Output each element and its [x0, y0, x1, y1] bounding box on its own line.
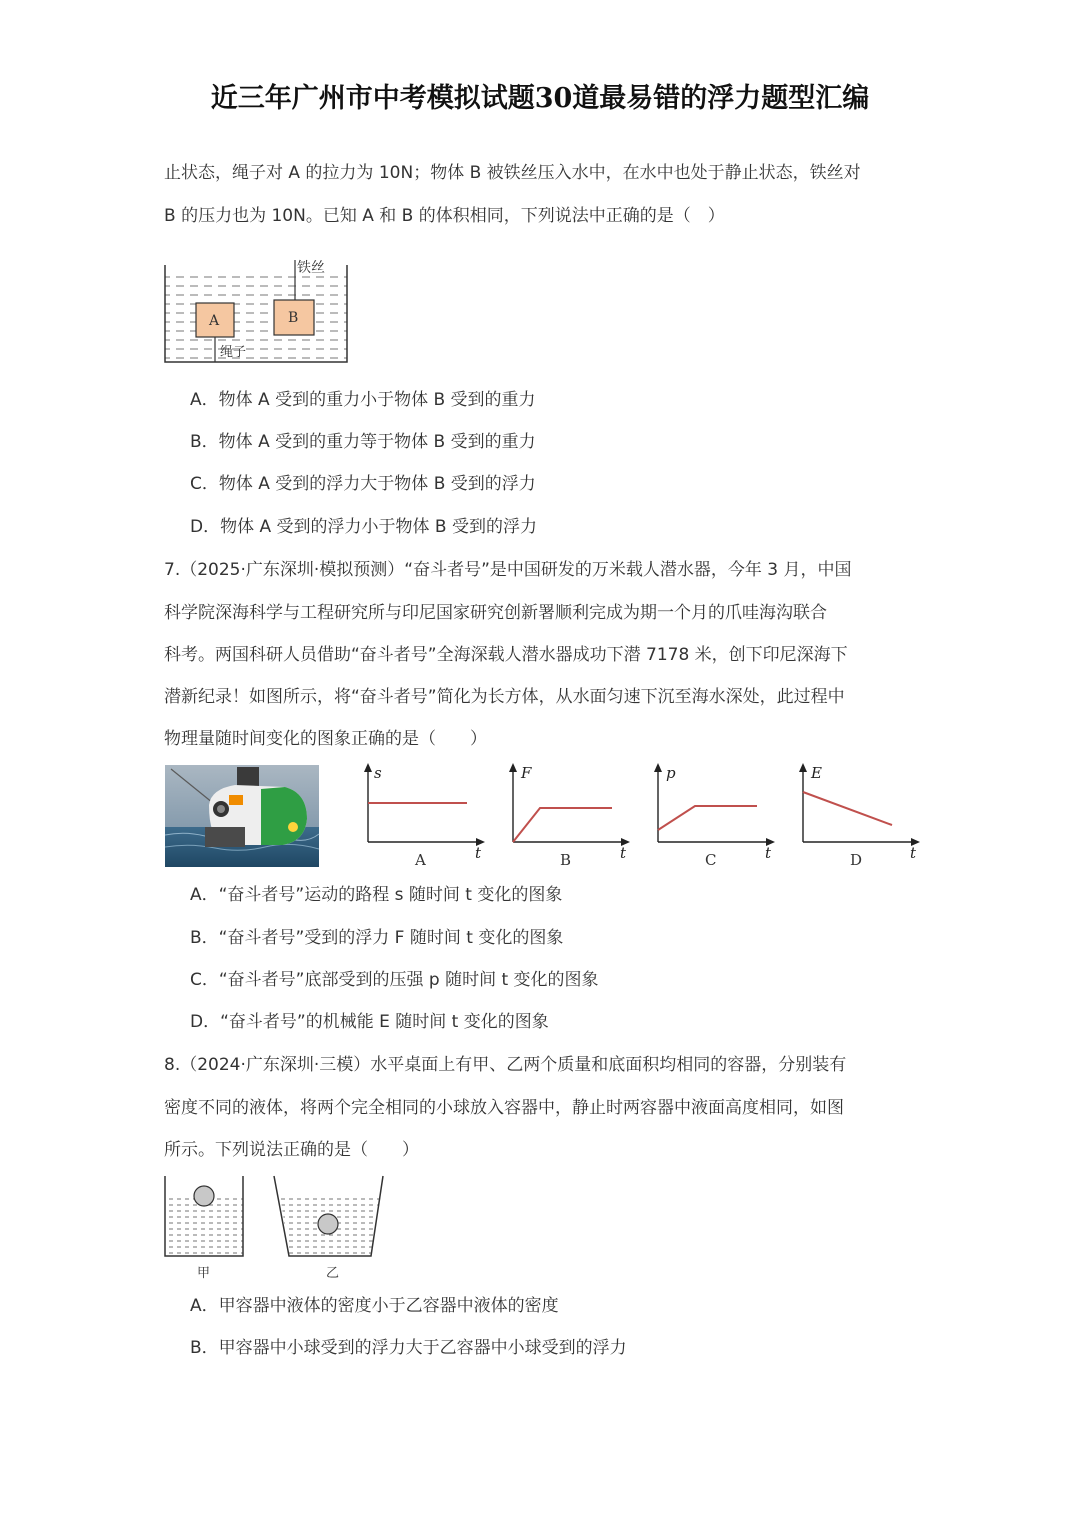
graph-c-line — [658, 806, 757, 830]
submersible-photo — [165, 765, 319, 867]
q7-graph-d — [790, 762, 925, 872]
graph-b-caption: B — [560, 851, 572, 869]
graph-d-caption: D — [850, 851, 863, 869]
q6-option-b: B．物体 A 受到的重力等于物体 B 受到的重力 — [190, 432, 536, 452]
page-title: 近三年广州市中考模拟试题30道最易错的浮力题型汇编 — [210, 83, 870, 114]
q6-text-line: 止状态，绳子对 A 的拉力为 10N；物体 B 被铁丝压入水中，在水中也处于静止状态，铁丝对 — [164, 163, 861, 183]
graph-d-ylabel: E — [811, 764, 822, 782]
q6-option-c: C．物体 A 受到的浮力大于物体 B 受到的浮力 — [190, 474, 536, 494]
q6-text-line: B 的压力也为 10N。已知 A 和 B 的体积相同，下列说法中正确的是（ ） — [164, 206, 725, 226]
graph-b-xlabel: t — [620, 844, 627, 862]
q8-containers-figure — [160, 1172, 390, 1262]
graph-c-ylabel: p — [666, 764, 676, 782]
q7-text-line: 潜新纪录！如图所示，将“奋斗者号”简化为长方体，从水面匀速下沉至海水深处，此过程中 — [164, 687, 845, 707]
graph-d-xlabel: t — [910, 844, 917, 862]
ball-left — [194, 1186, 214, 1206]
q8-text-line: 所示。下列说法正确的是（ ） — [164, 1140, 419, 1160]
graph-b-line — [513, 808, 612, 842]
q7-graph-b — [500, 762, 635, 872]
graph-d-line — [803, 792, 892, 825]
q6-tank-figure — [160, 255, 355, 370]
q7-text-line: 7.（2025·广东深圳·模拟预测）“奋斗者号”是中国研发的万米载人潜水器，今年 3 月，中国 — [164, 560, 852, 580]
box-a-label: A — [209, 313, 220, 329]
q7-option-b: B．“奋斗者号”受到的浮力 F 随时间 t 变化的图象 — [190, 928, 564, 948]
water-area — [165, 271, 347, 362]
graph-a-xlabel: t — [475, 844, 482, 862]
wire-label: 铁丝 — [297, 260, 325, 276]
q6-option-d: D．物体 A 受到的浮力小于物体 B 受到的浮力 — [190, 517, 537, 537]
box-b-label: B — [288, 310, 299, 326]
q8-text-line: 8.（2024·广东深圳·三模）水平桌面上有甲、乙两个质量和底面积均相同的容器，分别装有 — [164, 1055, 847, 1075]
graph-a-ylabel: s — [374, 764, 382, 782]
ball-right — [318, 1214, 338, 1234]
graph-c-caption: C — [705, 851, 717, 869]
q6-option-a: A．物体 A 受到的重力小于物体 B 受到的重力 — [190, 390, 536, 410]
q8-option-b: B．甲容器中小球受到的浮力大于乙容器中小球受到的浮力 — [190, 1338, 627, 1358]
q8-option-a: A．甲容器中液体的密度小于乙容器中液体的密度 — [190, 1296, 559, 1316]
container-right-label: 乙 — [326, 1266, 340, 1281]
q7-graph-c — [645, 762, 780, 872]
graph-a-caption: A — [415, 851, 426, 869]
q7-text-line: 科学院深海科学与工程研究所与印尼国家研究创新署顺利完成为期一个月的爪哇海沟联合 — [164, 603, 827, 623]
q7-graph-a — [355, 762, 490, 872]
graph-b-ylabel: F — [521, 764, 532, 782]
rope-label: 绳子 — [220, 345, 247, 360]
q7-option-d: D．“奋斗者号”的机械能 E 随时间 t 变化的图象 — [190, 1012, 549, 1032]
q7-text-line: 物理量随时间变化的图象正确的是（ ） — [164, 729, 487, 749]
container-left-label: 甲 — [197, 1266, 211, 1281]
q7-text-line: 科考。两国科研人员借助“奋斗者号”全海深载人潜水器成功下潜 7178 米，创下印尼深海下 — [164, 645, 848, 665]
graph-c-xlabel: t — [765, 844, 772, 862]
q7-option-c: C．“奋斗者号”底部受到的压强 p 随时间 t 变化的图象 — [190, 970, 599, 990]
q7-option-a: A．“奋斗者号”运动的路程 s 随时间 t 变化的图象 — [190, 885, 563, 905]
q8-text-line: 密度不同的液体，将两个完全相同的小球放入容器中，静止时两容器中液面高度相同，如图 — [164, 1098, 844, 1118]
